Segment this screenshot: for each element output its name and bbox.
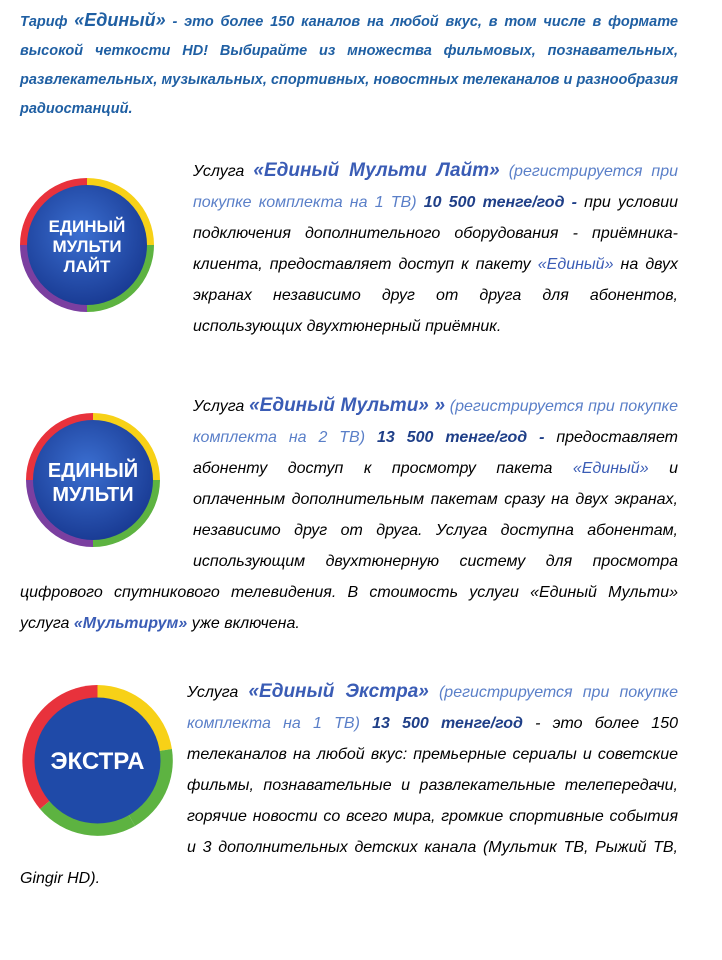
intro-text: - это более 150 каналов на любой вкус, в том числе в формате высокой четкости HD! Выбирайте из множества фильмовых, познавательных, развлекательных, музыкальных, спортивных, новостных телеканалов и разнообразия радиостанций. (20, 14, 678, 117)
registration-note: (регистрируется при покупке комплекта на 1 ТВ) (193, 163, 678, 211)
logo-line: ЕДИНЫЙ (47, 460, 139, 482)
service-text: при условии подключения дополнительного оборудования - приёмника-клиента, предоставляет доступ к пакету (193, 194, 679, 273)
registration-note: (регистрируется при покупке комплекта на 2 ТВ) (193, 398, 678, 446)
service-ekstra (20, 676, 678, 894)
price: 10 500 тенге/год - (423, 194, 585, 211)
intro-prefix: Тариф (20, 14, 75, 30)
price: 13 500 тенге/год - (376, 429, 557, 446)
intro-tariff-name: «Единый» (74, 10, 166, 30)
service-word: Услуга (193, 398, 250, 415)
service-multi (20, 390, 678, 639)
service-name: «Единый Мульти Лайт» (253, 160, 500, 181)
service-text: предоставляет абоненту доступ к просмотру пакета (193, 429, 678, 477)
service-text: уже включена. (187, 615, 300, 632)
logo-line: ЭКСТРА (50, 748, 145, 775)
package-name: «Единый» (572, 460, 649, 477)
service-word: Услуга (187, 684, 249, 701)
price: 13 500 тенге/год (372, 715, 523, 732)
service-text: и оплаченным дополнительным пакетам сразу на двух экранах, независимо друг от друга. Услуга доступна абонентам, использующим двухтюнерную систему для просмотра цифрового спутникового телевидения. В стоимость услуги «Единый Мульти» услуга (20, 460, 678, 632)
service-word: Услуга (193, 163, 254, 180)
package-name: «Единый» (537, 256, 614, 273)
multiroom-name: «Мультирум» (73, 615, 188, 632)
logo-line: ЛАЙТ (63, 257, 111, 276)
registration-note: (регистрируется при покупке комплекта на 1 ТВ) (187, 684, 678, 732)
service-name: «Единый Мульти» » (249, 395, 446, 416)
logo-line: МУЛЬТИ (52, 484, 134, 506)
logo-line: ЕДИНЫЙ (48, 217, 126, 236)
service-name: «Единый Экстра» (248, 681, 429, 702)
service-text: - это более 150 телеканалов на любой вкус: премьерные сериалы и советские фильмы, познавательные и развлекательные телепередачи, горячие новости со всего мира, громкие спортивные события и 3 дополнительных детских канала (Мультик ТВ, Рыжий ТВ, Gingir HD). (20, 715, 679, 887)
service-multi-lait (20, 155, 678, 342)
service-text: на двух экранах независимо друг от друга для абонентов, использующих двухтюнерный приёмник. (193, 256, 679, 335)
logo-line: МУЛЬТИ (52, 237, 122, 256)
intro-paragraph (20, 6, 678, 124)
